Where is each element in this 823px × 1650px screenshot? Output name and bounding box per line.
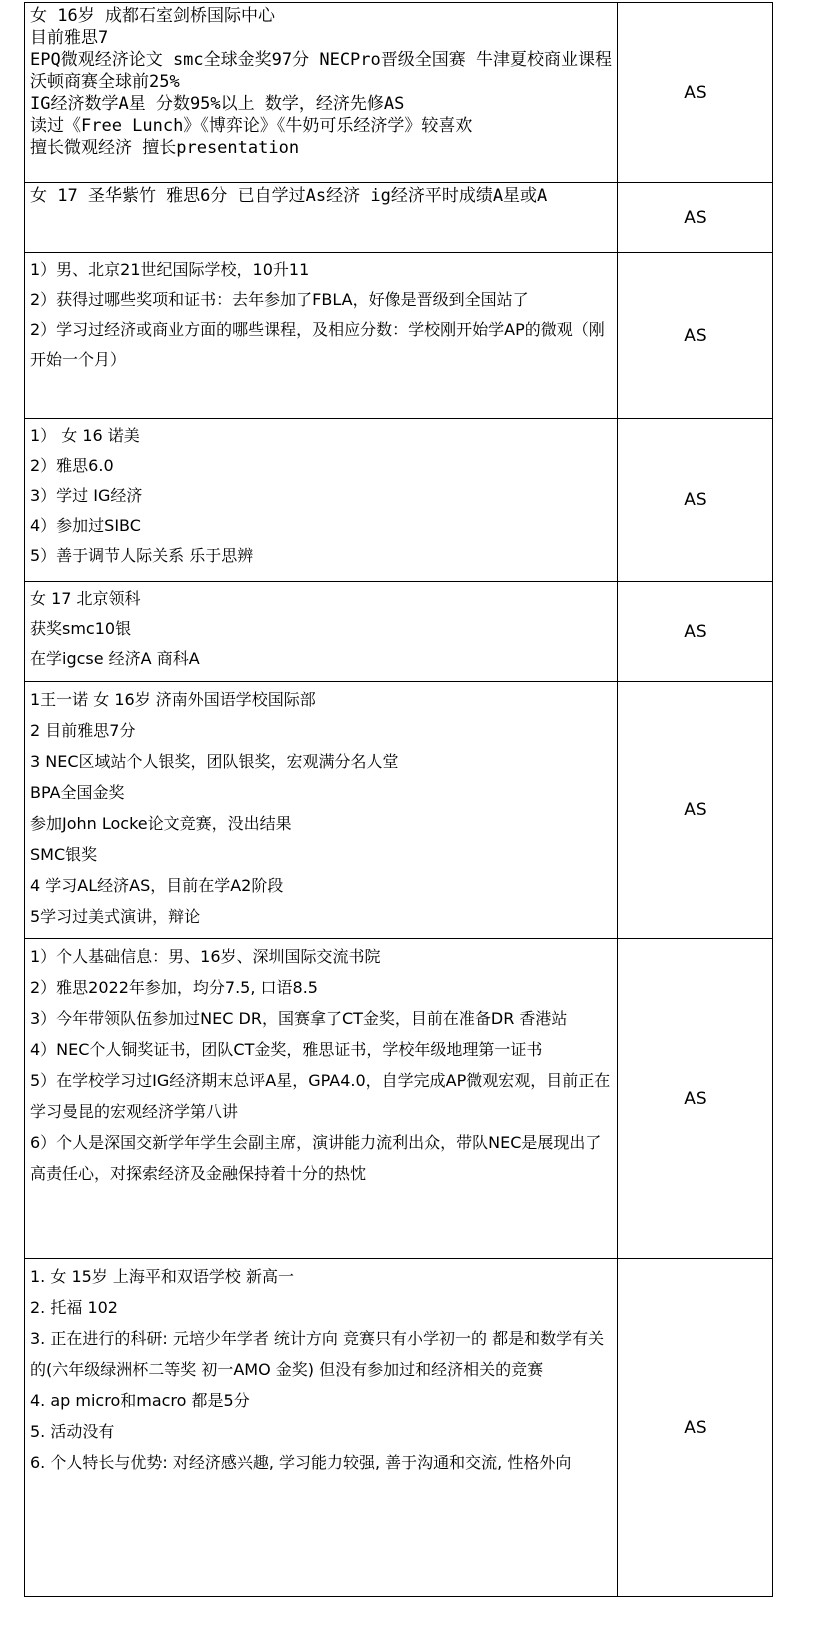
profile-line: 参加John Locke论文竞赛，没出结果 [30,814,292,833]
result-cell: AS [618,1259,773,1597]
profile-line: IG经济数学A星 分数95%以上 数学，经济先修AS [30,94,405,114]
profile-line: 6. 个人特长与优势: 对经济感兴趣, 学习能力较强, 善于沟通和交流, 性格外向 [30,1453,572,1472]
profile-cell [25,253,618,419]
profile-line: 2）学习过经济或商业方面的哪些课程，及相应分数：学校刚开始学AP的微观（刚开始一个月） [30,320,605,369]
profile-line: 3）学过 IG经济 [30,486,143,505]
profile-cell [25,582,618,682]
profile-cell [25,939,618,1259]
table-row [25,253,773,419]
profile-line: 女 17 圣华紫竹 雅思6分 已自学过As经济 ig经济平时成绩A星或A [30,186,548,206]
profile-cell [25,682,618,939]
result-cell: AS [618,3,773,183]
table-row [25,183,773,253]
result-cell: AS [618,183,773,253]
profile-line: 5）善于调节人际关系 乐于思辨 [30,546,254,565]
table-row [25,1259,773,1597]
profile-line: 目前雅思7 [30,28,109,48]
profile-line: 3 NEC区域站个人银奖，团队银奖，宏观满分名人堂 [30,752,399,771]
profile-line: 女 16岁 成都石室剑桥国际中心 [30,6,275,26]
profile-line: BPA全国金奖 [30,783,125,802]
profile-line: 1. 女 15岁 上海平和双语学校 新高一 [30,1267,294,1286]
profile-line: 5）在学校学习过IG经济期末总评A星，GPA4.0，自学完成AP微观宏观，目前正在学习曼昆的宏观经济学第八讲 [30,1071,611,1121]
profile-cell [25,419,618,582]
profile-line: 2）雅思6.0 [30,456,114,475]
table-row [25,582,773,682]
profile-line: 2）获得过哪些奖项和证书：去年参加了FBLA，好像是晋级到全国站了 [30,290,529,309]
table-row [25,939,773,1259]
profile-line: 在学igcse 经济A 商科A [30,649,200,668]
student-profile-table [24,2,773,1597]
profile-line: 2. 托福 102 [30,1298,118,1317]
profile-line: 1）男、北京21世纪国际学校，10升11 [30,260,310,279]
profile-line: 4）参加过SIBC [30,516,141,535]
profile-line: 5学习过美式演讲，辩论 [30,907,201,926]
profile-line: 3）今年带领队伍参加过NEC DR，国赛拿了CT金奖，目前在准备DR 香港站 [30,1009,568,1028]
profile-line: 2）雅思2022年参加，均分7.5, 口语8.5 [30,978,318,997]
profile-line: SMC银奖 [30,845,98,864]
profile-line: 1） 女 16 诺美 [30,426,140,445]
profile-line: 3. 正在进行的科研: 元培少年学者 统计方向 竞赛只有小学初一的 都是和数学有关的(六年级绿洲杯二等奖 初一AMO 金奖) 但没有参加过和经济相关的竞赛 [30,1329,605,1379]
profile-line: 读过《Free Lunch》《博弈论》《牛奶可乐经济学》较喜欢 [30,116,473,136]
table-row [25,682,773,939]
profile-line: 女 17 北京领科 [30,589,141,608]
result-cell: AS [618,419,773,582]
profile-cell [25,1259,618,1597]
result-cell: AS [618,939,773,1259]
profile-line: EPQ微观经济论文 smc全球金奖97分 NECPro晋级全国赛 牛津夏校商业课程 沃顿商赛全球前25% [30,50,612,92]
result-cell: AS [618,682,773,939]
profile-cell [25,3,618,183]
profile-line: 1）个人基础信息：男、16岁、深圳国际交流书院 [30,947,381,966]
profile-line: 6）个人是深国交新学年学生会副主席，演讲能力流利出众，带队NEC是展现出了高责任心，对探索经济及金融保持着十分的热忱 [30,1133,602,1183]
profile-line: 获奖smc10银 [30,619,132,638]
result-cell: AS [618,253,773,419]
profile-line: 4. ap micro和macro 都是5分 [30,1391,250,1410]
profile-line: 4）NEC个人铜奖证书，团队CT金奖，雅思证书，学校年级地理第一证书 [30,1040,543,1059]
profile-line: 2 目前雅思7分 [30,721,136,740]
result-cell: AS [618,582,773,682]
profile-cell [25,183,618,253]
profile-line: 擅长微观经济 擅长presentation [30,138,300,158]
profile-line: 5. 活动没有 [30,1422,115,1441]
profile-line: 4 学习AL经济AS，目前在学A2阶段 [30,876,284,895]
table-row [25,3,773,183]
table-row [25,419,773,582]
profile-line: 1王一诺 女 16岁 济南外国语学校国际部 [30,690,316,709]
